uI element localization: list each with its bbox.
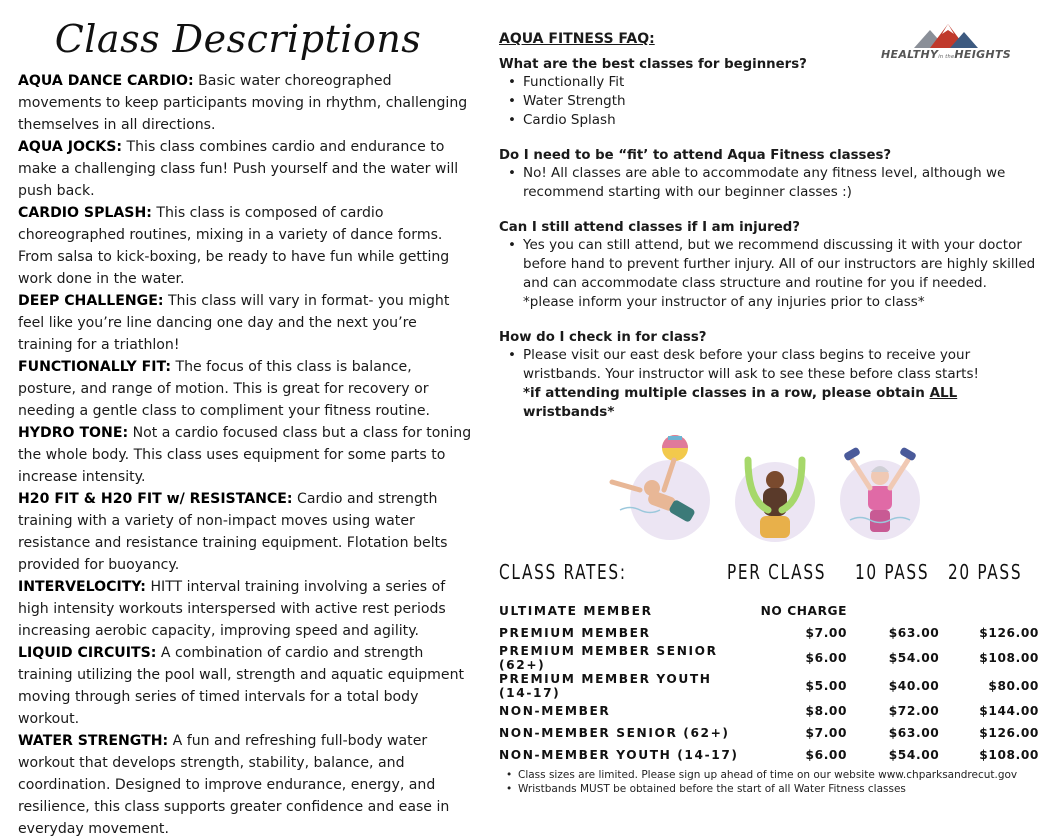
list-item: • Water Strength: [507, 92, 1044, 111]
faq-section: [499, 31, 1044, 440]
note-emphasis: ALL: [929, 385, 958, 401]
class-name: HYDRO TONE:: [18, 425, 129, 441]
rate-20-pass: $144.00: [979, 704, 1039, 718]
faq-answer-list: [499, 73, 1044, 130]
class-text: This class is composed of cardio choreographed routines, mixing in a variety of dance forms. From salsa to kick-boxing, be ready to have fun while getting work done in the water.: [18, 205, 450, 287]
faq-question: What are the best classes for beginners?: [499, 57, 807, 72]
rate-10-pass: $63.00: [888, 626, 940, 640]
rate-label: NON-MEMBER YOUTH (14-17): [499, 748, 739, 762]
rate-10-pass: $72.00: [888, 704, 940, 718]
class-desc-aqua-dance-cardio: [18, 70, 474, 136]
rate-label: NON-MEMBER: [499, 704, 611, 718]
note-part: wristbands*: [523, 404, 615, 420]
rate-10-pass: $54.00: [888, 651, 940, 665]
list-item: [507, 236, 1044, 312]
rate-20-pass: $108.00: [979, 651, 1039, 665]
list-item: • No! All classes are able to accommodate any fitness level, although we recommend starting with our beginner classes :): [507, 164, 1044, 202]
class-name: H20 FIT & H20 FIT w/ RESISTANCE:: [18, 491, 293, 507]
rates-table: [499, 600, 1039, 766]
class-desc-aqua-jocks: [18, 136, 474, 202]
class-text: A combination of cardio and strength training utilizing the pool wall, strength and aquatic equipment moving through series of timed intervals for a total body workout.: [18, 645, 465, 727]
rate-20-pass: $80.00: [988, 679, 1039, 693]
table-row: [499, 700, 1039, 722]
table-row: [499, 600, 1039, 622]
class-text: This class will vary in format- you might feel like you’re line dancing one day and the next you’re training for a triathlon!: [18, 293, 450, 353]
class-text: Not a cardio focused class but a class for toning the whole body. This class uses equipment for some parts to increase intensity.: [18, 425, 472, 485]
class-descriptions: [18, 70, 474, 840]
faq-item-fit: [499, 148, 1044, 202]
logo-word-1: HEALTHY: [881, 48, 939, 61]
rate-label: PREMIUM MEMBER: [499, 626, 651, 640]
faq-answer-note: [523, 385, 957, 420]
class-desc-intervelocity: [18, 576, 474, 642]
table-row: [499, 622, 1039, 644]
rate-label: NON-MEMBER SENIOR (62+): [499, 726, 730, 740]
faq-item-beginners: [499, 57, 1044, 130]
list-item: • Functionally Fit: [507, 73, 1044, 92]
class-text: HITT interval training involving a series of high intensity workouts interspersed with active rest periods increasing aerobic capacity, improving speed and agility.: [18, 579, 446, 639]
rate-20-pass: $126.00: [979, 626, 1039, 640]
class-text: This class combines cardio and endurance to make a challenging class fun! Push yourself and the water will push back.: [18, 139, 459, 199]
class-name: WATER STRENGTH:: [18, 733, 169, 749]
rate-per-class: NO CHARGE: [760, 604, 848, 618]
class-name: FUNCTIONALLY FIT:: [18, 359, 171, 375]
class-desc-cardio-splash: [18, 202, 474, 290]
table-row: [499, 644, 1039, 672]
class-text: The focus of this class is balance, posture, and range of motion. This is great for recovery or needing a gentle class to compliment your fitness routine.: [18, 359, 430, 419]
class-desc-functionally-fit: [18, 356, 474, 422]
class-name: INTERVELOCITY:: [18, 579, 146, 595]
rates-heading: CLASS RATES:: [499, 560, 627, 584]
rate-label: PREMIUM MEMBER YOUTH (14-17): [499, 672, 712, 700]
faq-answer-list: [499, 346, 1044, 422]
class-text: Cardio and strength training with a variety of non-impact moves using water resistance and resistance training equipment. Flotation belts provided for buoyancy.: [18, 491, 448, 573]
faq-answer-note: *please inform your instructor of any injuries prior to class*: [523, 294, 925, 310]
class-name: DEEP CHALLENGE:: [18, 293, 164, 309]
class-text: A fun and refreshing full-body water workout that develops strength, stability, balance, and coordination. Designed to improve endurance, energy, and resilience, this class supports greater confidence and ease in everyday movement.: [18, 733, 450, 837]
class-desc-h20-fit: [18, 488, 474, 576]
note-part: *if attending multiple classes in a row, please obtain: [523, 385, 930, 401]
swimmers-icon: [600, 430, 930, 550]
page-title: Class Descriptions: [54, 17, 422, 61]
rate-10-pass: $63.00: [888, 726, 940, 740]
rate-10-pass: $40.00: [888, 679, 940, 693]
footnotes: [506, 768, 1046, 796]
class-name: AQUA DANCE CARDIO:: [18, 73, 194, 89]
rate-20-pass: $108.00: [979, 748, 1039, 762]
footnote-item: • Class sizes are limited. Please sign up ahead of time on our website www.chparksandrecut.gov: [506, 768, 1046, 782]
rate-per-class: $6.00: [805, 748, 848, 762]
rate-10-pass: $54.00: [888, 748, 940, 762]
rate-20-pass: [939, 600, 1039, 622]
logo-word-2: HEIGHTS: [954, 48, 1011, 61]
class-descriptions-column: [18, 8, 474, 840]
col-10-pass: 10 PASS: [855, 560, 930, 584]
footnote-item: • Wristbands MUST be obtained before the start of all Water Fitness classes: [506, 782, 1046, 796]
rate-per-class: $8.00: [805, 704, 848, 718]
faq-item-checkin: [499, 330, 1044, 422]
list-item: [507, 346, 1044, 422]
faq-answer-text: Please visit our east desk before your class begins to receive your wristbands. Your instructor will ask to see these before class starts!: [523, 347, 979, 382]
faq-answer-list: [499, 236, 1044, 312]
faq-item-injured: [499, 220, 1044, 312]
list-item: • Cardio Splash: [507, 111, 1044, 130]
col-20-pass: 20 PASS: [948, 560, 1023, 584]
class-name: LIQUID CIRCUITS:: [18, 645, 157, 661]
faq-answer-list: [499, 164, 1044, 202]
faq-question: Can I still attend classes if I am injured?: [499, 220, 800, 235]
table-row: [499, 722, 1039, 744]
rate-10-pass: [847, 600, 939, 622]
rate-20-pass: $126.00: [979, 726, 1039, 740]
faq-answer-text: Yes you can still attend, but we recommend discussing it with your doctor before hand to prevent further injury. All of our instructors are highly skilled and can accommodate class structure and routine for you if needed.: [523, 237, 1036, 291]
logo-word-small: in the: [938, 54, 955, 60]
rates-header: [499, 560, 1039, 594]
rate-per-class: $7.00: [805, 726, 848, 740]
faq-question: Do I need to be “fit’ to attend Aqua Fitness classes?: [499, 148, 892, 163]
class-name: AQUA JOCKS:: [18, 139, 122, 155]
class-rates-section: [499, 560, 1039, 762]
rate-per-class: $7.00: [805, 626, 848, 640]
table-row: [499, 672, 1039, 700]
rate-label: PREMIUM MEMBER SENIOR (62+): [499, 644, 718, 672]
faq-title: AQUA FITNESS FAQ:: [499, 31, 655, 47]
rate-per-class: $5.00: [805, 679, 848, 693]
class-text: Basic water choreographed movements to keep participants moving in rhythm, challenging themselves in all directions.: [18, 73, 468, 133]
table-row: [499, 744, 1039, 766]
rate-per-class: $6.00: [805, 651, 848, 665]
class-desc-liquid-circuits: [18, 642, 474, 730]
class-desc-hydro-tone: [18, 422, 474, 488]
rate-label: ULTIMATE MEMBER: [499, 604, 653, 618]
class-desc-water-strength: [18, 730, 474, 840]
swimmer-illustrations: [600, 430, 930, 550]
class-name: CARDIO SPLASH:: [18, 205, 152, 221]
faq-question: How do I check in for class?: [499, 330, 707, 345]
col-per-class: PER CLASS: [727, 560, 827, 584]
class-desc-deep-challenge: [18, 290, 474, 356]
